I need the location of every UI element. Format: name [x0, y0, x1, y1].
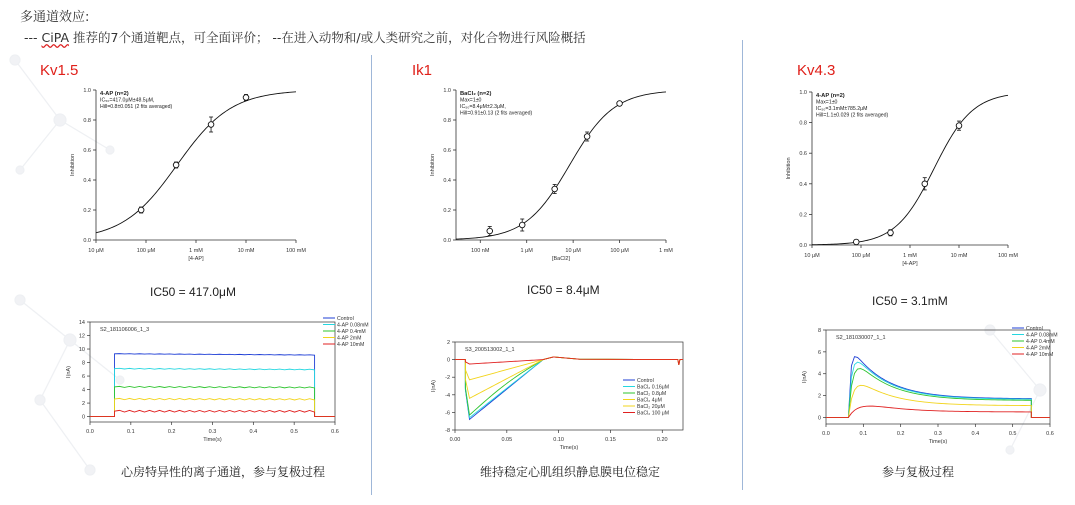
y-tick-label: 0.8	[443, 118, 451, 124]
legend-label: 4-AP 0.08mM	[337, 322, 369, 329]
panel-title-kv15: Kv1.5	[40, 62, 79, 79]
current-trace	[455, 357, 683, 380]
data-point	[138, 207, 144, 213]
y-tick-label: 14	[78, 320, 85, 326]
plot-frame	[826, 330, 1050, 424]
y-tick-label: 1.0	[443, 88, 451, 94]
plot-frame	[90, 322, 335, 422]
kv43-dose-response-chart	[780, 80, 1030, 280]
trace-id-label: S2_181106006_1_3	[100, 327, 150, 333]
legend-label: 4-AP 0.4mM	[337, 329, 366, 335]
fit-annotation-line: Hill=1.1±0.029 (2 fits averaged)	[816, 112, 889, 119]
current-trace	[826, 357, 1050, 418]
x-tick-label: 0.5	[290, 429, 298, 435]
ic50-kv43: IC50 = 3.1mM	[872, 294, 948, 308]
caption-ik1: 维持稳定心肌组织静息膜电位稳定	[479, 465, 660, 479]
y-tick-label: 2	[446, 340, 450, 346]
legend-label: Control	[637, 378, 654, 384]
x-axis-label: [BaCl2]	[551, 256, 571, 262]
y-tick-label: -4	[445, 392, 450, 399]
y-tick-label: 0.8	[799, 120, 807, 127]
current-trace	[826, 406, 1050, 417]
x-tick-label: 0.0	[822, 431, 830, 437]
ik1-dose-response-chart	[420, 80, 685, 275]
fit-annotation-line: IC₅₀=8.4μM±2.3μM,	[460, 104, 506, 110]
legend-label: BaCl₂ 0.8μM	[637, 391, 667, 397]
ik1-current-traces-chart	[425, 330, 705, 451]
legend-label: 4-AP 0.4mM	[1026, 339, 1055, 345]
y-tick-label: 0.6	[799, 151, 807, 158]
data-point	[888, 230, 894, 236]
current-trace	[455, 357, 683, 365]
y-axis-label: I(nA)	[802, 371, 808, 383]
page-heading: 多通道效应:	[20, 10, 90, 25]
kv15-current-traces-chart	[65, 310, 369, 445]
y-tick-label: 0	[446, 357, 450, 364]
subheading-text: 推荐的7个通道靶点，可全面评价； --在进入动物和/或人类研究之前，对化合物进行风险概括	[69, 30, 586, 45]
current-trace	[90, 368, 335, 416]
x-tick-label: 0.10	[553, 437, 564, 443]
legend-label: 4-AP 2mM	[1026, 345, 1051, 352]
x-tick-label: 10 mM	[950, 253, 968, 259]
trace-id-label: S2_181030007_1_1	[836, 335, 886, 341]
legend-label: BaCl₂ 100 μM	[637, 410, 670, 417]
data-point	[956, 123, 962, 129]
x-tick-label: 0.15	[605, 437, 616, 443]
x-tick-label: 0.2	[896, 431, 905, 437]
legend-label: Control	[1026, 326, 1043, 332]
subheading-prefix: ---	[24, 30, 42, 45]
x-tick-label: 10 μM	[565, 248, 581, 254]
y-tick-label: 0.4	[799, 181, 807, 188]
x-tick-label: 0.4	[249, 429, 258, 435]
x-tick-label: 0.05	[501, 437, 513, 443]
kv43-current-traces-chart	[800, 318, 1070, 448]
x-tick-label: 0.2	[167, 429, 176, 435]
x-axis-label: Time(s)	[203, 437, 222, 443]
x-axis-label: [4-AP]	[188, 256, 204, 262]
x-tick-label: 1 mM	[189, 248, 203, 254]
fit-annotation-line: Max=1±0	[460, 97, 482, 104]
y-axis-label: Inhibition	[430, 153, 436, 177]
y-tick-label: 0.4	[83, 178, 91, 184]
legend-label: 4-AP 2mM	[337, 335, 362, 342]
y-tick-label: 0	[817, 415, 821, 422]
fit-annotation-line: BaCl₂ (n=2)	[460, 91, 492, 97]
data-point	[584, 134, 590, 140]
y-tick-label: 0.2	[83, 208, 91, 214]
legend-label: 4-AP 10mM	[1026, 352, 1054, 358]
data-point	[208, 122, 214, 128]
fit-annotation-line: IC₅₀=3.1mM±785.2μM	[816, 106, 868, 112]
legend-label: BaCl₂ 4μM	[637, 397, 662, 404]
x-tick-label: 10 μM	[804, 253, 820, 259]
y-tick-label: 0.0	[443, 238, 451, 244]
current-trace	[90, 398, 335, 416]
x-tick-label: 0.1	[127, 429, 135, 435]
fit-curve	[96, 92, 296, 233]
x-axis-label: Time(s)	[559, 445, 579, 451]
data-point	[173, 162, 179, 168]
y-tick-label: 4	[817, 371, 821, 378]
current-trace	[826, 369, 1050, 418]
legend-label: BaCl₂ 0.16μM	[637, 384, 670, 391]
caption-kv15: 心房特异性的离子通道，参与复极过程	[120, 465, 325, 479]
ic50-ik1: IC50 = 8.4μM	[527, 283, 600, 297]
y-tick-label: 0.6	[443, 148, 451, 154]
x-tick-label: 0.3	[934, 431, 942, 437]
x-tick-label: 0.4	[971, 431, 980, 437]
fit-annotation-line: Hill=0.8±0.051 (2 fits averaged)	[100, 104, 173, 110]
ic50-kv15: IC50 = 417.0μM	[150, 285, 236, 299]
data-point	[519, 222, 525, 228]
y-tick-label: 6	[817, 349, 821, 356]
y-tick-label: 4	[81, 387, 85, 394]
y-tick-label: 2	[817, 393, 821, 400]
panel-title-kv43: Kv4.3	[797, 62, 836, 79]
y-tick-label: -2	[445, 375, 450, 382]
x-tick-label: 100 mM	[286, 248, 306, 254]
divider-left	[371, 55, 372, 495]
x-tick-label: 10 μM	[88, 248, 104, 254]
y-tick-label: 8	[81, 360, 85, 367]
current-trace	[90, 386, 335, 416]
data-point	[617, 101, 623, 107]
current-trace	[826, 385, 1050, 417]
current-trace	[90, 410, 335, 416]
current-trace	[90, 354, 335, 417]
y-tick-label: 0	[81, 414, 85, 421]
x-tick-label: 0.1	[859, 431, 868, 437]
x-tick-label: 0.6	[331, 429, 339, 435]
x-tick-label: 10 mM	[237, 248, 255, 254]
fit-annotation-line: Hill=0.91±0.13 (2 fits averaged)	[460, 110, 533, 117]
data-point	[243, 95, 249, 101]
x-tick-label: 1 mM	[659, 248, 673, 254]
x-tick-label: 1 mM	[903, 253, 917, 259]
fit-annotation-line: Max=1±0	[816, 99, 838, 106]
x-tick-label: 0.3	[208, 429, 217, 435]
y-tick-label: 0.6	[83, 148, 91, 154]
y-tick-label: 0.0	[83, 238, 91, 244]
y-tick-label: 2	[81, 401, 85, 408]
data-point	[552, 186, 558, 192]
y-tick-label: 0.2	[443, 208, 451, 214]
x-tick-label: 0.5	[1008, 431, 1017, 437]
y-axis-label: Inhibition	[70, 153, 76, 177]
x-tick-label: 0.20	[656, 437, 668, 443]
fit-annotation-line: IC₅₀=417.0μM±48.5μM,	[100, 97, 155, 104]
y-tick-label: 10	[78, 347, 85, 354]
y-axis-label: I(nA)	[431, 380, 437, 392]
y-tick-label: -8	[445, 428, 450, 434]
subheading-cipa: CiPA	[41, 30, 70, 45]
y-tick-label: 0.4	[443, 178, 451, 184]
y-axis-label: I(nA)	[66, 366, 72, 378]
current-trace	[826, 362, 1050, 417]
y-tick-label: 8	[817, 328, 821, 334]
data-point	[922, 181, 928, 187]
y-axis-label: Inhibition	[786, 157, 792, 180]
panel-title-ik1: Ik1	[412, 62, 433, 79]
legend-label: 4-AP 10mM	[337, 342, 365, 348]
data-point	[487, 228, 493, 234]
trace-id-label: S3_200513002_1_1	[465, 347, 515, 353]
x-tick-label: 0.0	[86, 429, 94, 435]
page-subheading	[24, 28, 586, 46]
x-tick-label: 0.6	[1046, 431, 1054, 437]
y-tick-label: 0.8	[83, 118, 91, 124]
caption-kv43: 参与复极过程	[881, 465, 954, 479]
y-tick-label: 12	[78, 333, 85, 340]
y-tick-label: 1.0	[799, 90, 807, 96]
y-tick-label: -6	[445, 410, 450, 417]
y-tick-label: 1.0	[83, 88, 91, 94]
divider-right	[742, 40, 743, 490]
legend-label: 4-AP 0.08mM	[1026, 332, 1058, 339]
x-tick-label: 100 μM	[136, 248, 156, 254]
x-tick-label: 100 μM	[610, 248, 629, 254]
kv15-dose-response-chart	[60, 80, 320, 275]
x-tick-label: 0.00	[449, 437, 461, 443]
y-tick-label: 6	[81, 374, 85, 381]
legend-label: BaCl₂ 20μM	[637, 404, 665, 410]
x-axis-label: Time(s)	[928, 439, 948, 445]
x-tick-label: 1 μM	[520, 248, 533, 254]
y-tick-label: 0.2	[799, 212, 807, 219]
x-tick-label: 100 mM	[998, 253, 1018, 259]
x-axis-label: [4-AP]	[902, 261, 918, 267]
x-tick-label: 100 μM	[851, 253, 871, 259]
legend-label: Control	[337, 316, 354, 322]
y-tick-label: 0.0	[799, 243, 807, 249]
fit-annotation-line: 4-AP (n=2)	[816, 93, 845, 99]
x-tick-label: 100 nM	[471, 248, 490, 254]
data-point	[853, 239, 859, 245]
fit-annotation-line: 4-AP (n=2)	[100, 91, 129, 97]
